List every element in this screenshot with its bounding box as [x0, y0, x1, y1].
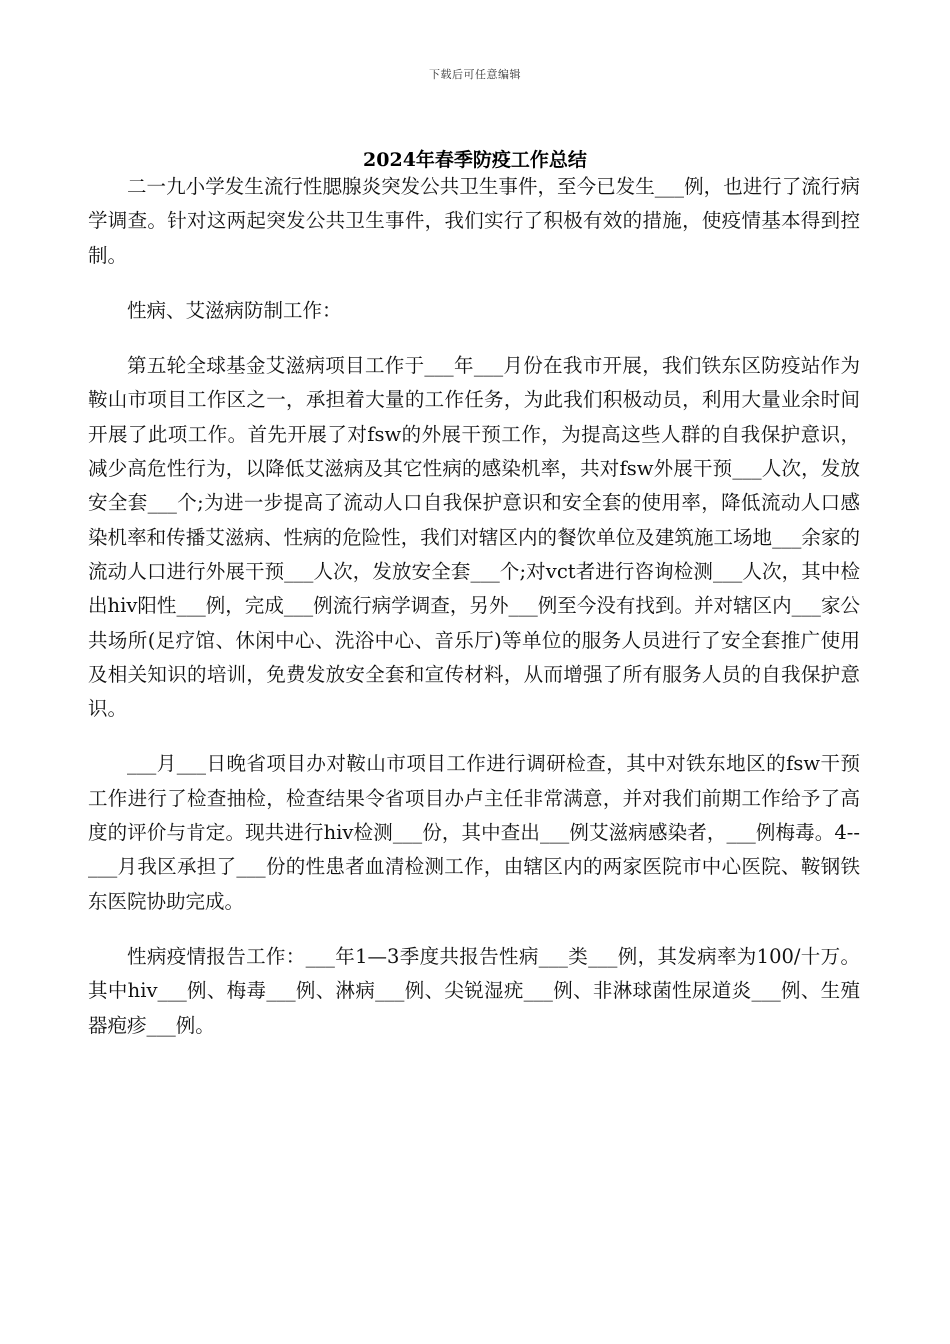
page-header-note: 下载后可任意编辑: [429, 68, 521, 81]
paragraph-std-report: 性病疫情报告工作：___年1—3季度共报告性病___类___例，其发病率为100/十万。其中hiv___例、梅毒___例、淋病___例、尖锐湿疣___例、非淋球菌性尿道炎___例、生殖器疱疹___例。: [88, 944, 860, 1037]
document-title: 2024年春季防疫工作总结: [363, 149, 587, 171]
document-body: [88, 170, 860, 1064]
paragraph-provincial-inspection: ___月___日晚省项目办对鞍山市项目工作进行调研检查，其中对铁东地区的fsw干预工作进行了检查抽检，检查结果令省项目办卢主任非常满意，并对我们前期工作给予了高度的评价与肯定。现共进行hiv检测___份，其中查出___例艾滋病感染者，___例梅毒。4--___月我区承担了___份的性患者血清检测工作，由辖区内的两家医院市中心医院、鞍钢铁东医院协助完成。: [88, 752, 860, 913]
paragraph-global-fund-project: 第五轮全球基金艾滋病项目工作于___年___月份在我市开展，我们铁东区防疫站作为鞍山市项目工作区之一，承担着大量的工作任务，为此我们积极动员，利用大量业余时间开展了此项工作。首先开展了对fsw的外展干预工作，为提高这些人群的自我保护意识，减少高危性行为，以降低艾滋病及其它性病的感染机率，共对fsw外展干预___人次，发放安全套___个;为进一步提高了流动人口自我保护意识和安全套的使用率，降低流动人口感染机率和传播艾滋病、性病的危险性，我们对辖区内的餐饮单位及建筑施工场地___余家的流动人口进行外展干预___人次，发放安全套___个;对vct者进行咨询检测___人次，其中检出hiv阳性___例，完成___例流行病学调查，另外___例至今没有找到。并对辖区内___家公共场所(足疗馆、休闲中心、洗浴中心、音乐厅)等单位的服务人员进行了安全套推广使用及相关知识的培训，免费发放安全套和宣传材料，从而增强了所有服务人员的自我保护意识。: [88, 354, 860, 721]
paragraph-std-aids-heading: 性病、艾滋病防制工作：: [127, 298, 342, 322]
paragraph-mumps-outbreak: 二一九小学发生流行性腮腺炎突发公共卫生事件，至今已发生___例，也进行了流行病学调查。针对这两起突发公共卫生事件，我们实行了积极有效的措施，使疫情基本得到控制。: [88, 175, 860, 267]
